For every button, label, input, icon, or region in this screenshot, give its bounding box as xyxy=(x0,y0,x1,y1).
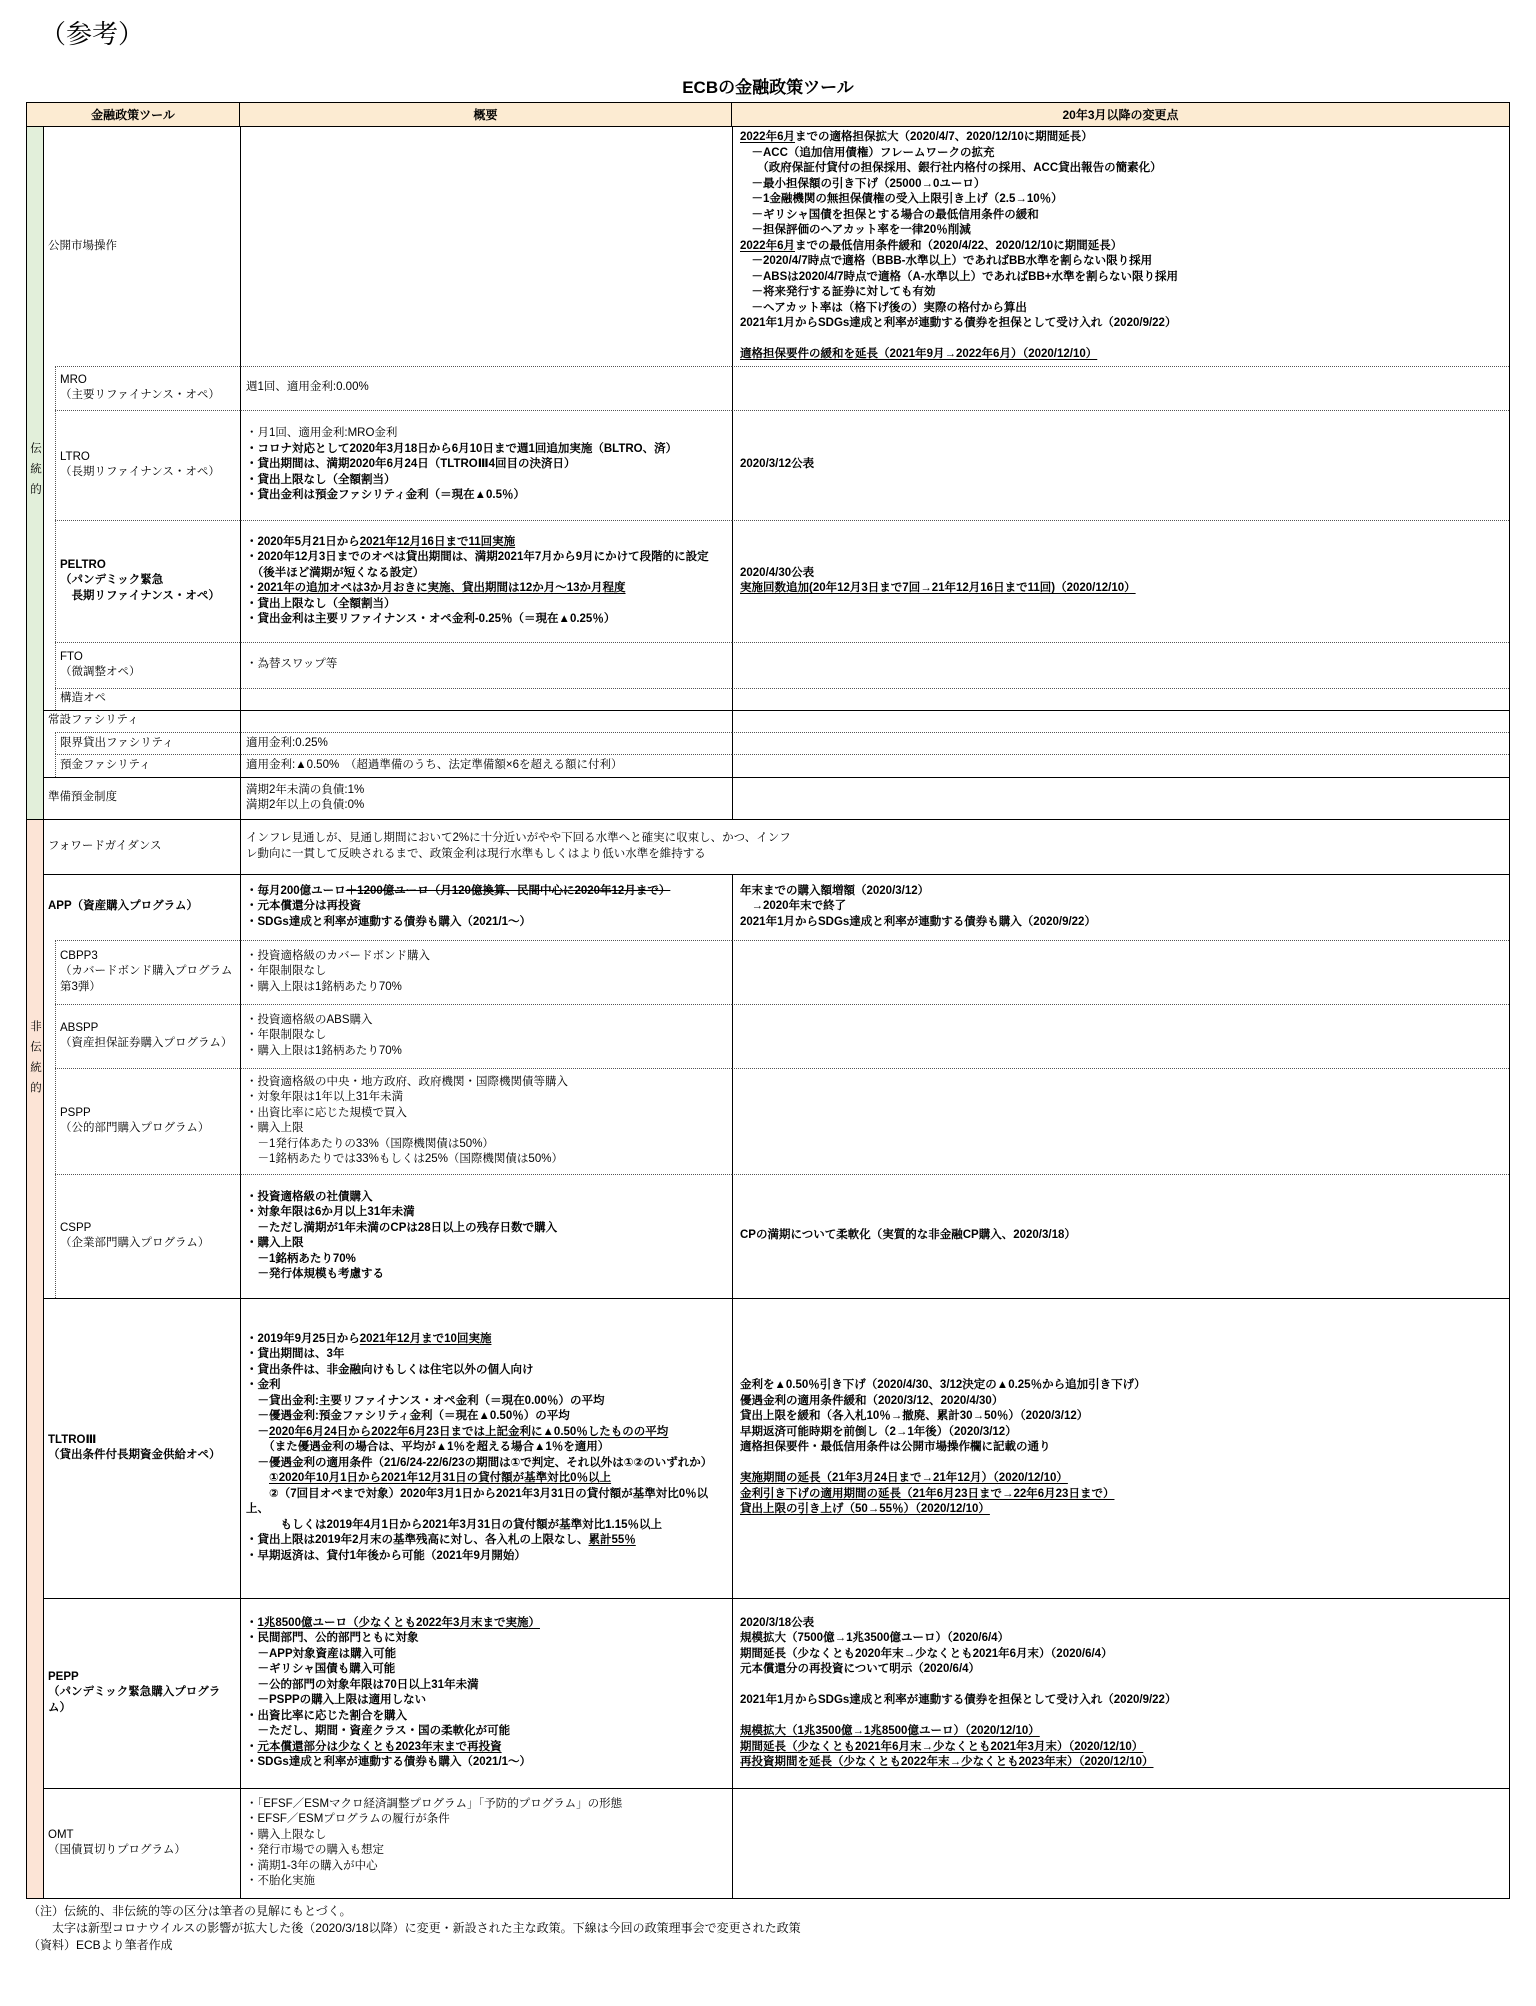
text-line: －APP対象資産は購入可能 xyxy=(246,1647,397,1660)
text-line: ・2020年12月3日までのオペは貸出期間は、満期2021年7月から9月にかけて段階的に設定 xyxy=(246,551,709,563)
text-line: ・投資適格級のカバードボンド購入 xyxy=(246,949,430,962)
cell-overview xyxy=(240,875,732,940)
text-line: ・貸出金利は主要リファイナンス・オペ金利-0.25％（＝現在▲0.25％） xyxy=(246,613,616,625)
section-rows-nontraditional xyxy=(44,820,1509,1898)
text-line: 準備預金制度 xyxy=(48,791,117,804)
cell-tool-name xyxy=(44,688,240,710)
text-line: ・出資比率に応じた割合を購入 xyxy=(246,1709,407,1722)
text-line: 週1回、適用金利:0.00% xyxy=(246,381,369,394)
text-line: －ACC（追加信用債権）フレームワークの拡充 xyxy=(740,146,995,159)
footnote-line: 太字は新型コロナウイルスの影響が拡大した後（2020/3/18以降）に変更・新設された主な政策。下線は今回の政策理事会で変更された政策 xyxy=(28,1920,801,1935)
text-line: ・貸出金利は預金ファシリティ金利（＝現在▲0.5％） xyxy=(246,489,525,502)
table-title: ECBの金融政策ツール xyxy=(682,78,854,97)
text-line: （主要リファイナンス・オペ） xyxy=(60,389,220,401)
text-line: （国債買切りプログラム） xyxy=(48,1844,186,1856)
cell-overview xyxy=(240,732,732,755)
text-line: レ動向に一貫して反映されるまで、政策金利は現行水準もしくはより低い水準を維持する xyxy=(246,847,706,860)
cell-tool-name xyxy=(44,642,240,688)
cell-tool-name xyxy=(44,366,240,410)
text-line: ・貸出期間は、満期2020年6月24日（TLTROⅢ4回目の決済日） xyxy=(246,458,576,471)
text-line: ・月1回、適用金利:MRO金利 xyxy=(246,427,398,440)
text-line: ・年限制限なし xyxy=(246,965,327,978)
text-line xyxy=(740,1709,1502,1725)
cell-tool-name xyxy=(44,820,240,874)
cell-overview xyxy=(240,754,732,777)
row-reserve-requirements xyxy=(44,777,1509,819)
cell-tool-name xyxy=(44,520,240,642)
text-line: 2020/3/12公表 xyxy=(740,458,815,471)
text-line: APP（資産購入プログラム） xyxy=(48,900,199,913)
text-line: ・貸出条件は、非金融向けもしくは住宅以外の個人向け xyxy=(246,1363,534,1376)
policy-table xyxy=(26,102,1510,1899)
text-line: ・SDGs達成と利率が連動する債券も購入（2021/1～） xyxy=(246,1756,531,1768)
text-line: ・「EFSF／ESMマクロ経済調整プログラム」「予防的プログラム」の形態 xyxy=(246,1797,623,1810)
text-line: －PSPPの購入上限は適用しない xyxy=(246,1694,427,1706)
text-line: ・2020年5月21日から2021年12月16日まで11回実施 xyxy=(246,535,516,548)
text-line: ・2019年9月25日から2021年12月まで10回実施 xyxy=(246,1332,492,1345)
cell-overview xyxy=(240,1174,732,1298)
text-line: －優遇金利の適用条件（21/6/24-22/6/23の期間は①で判定、それ以外は①②のいずれか） xyxy=(246,1456,713,1469)
text-line: →2020年末で終了 xyxy=(740,900,847,913)
row-pepp xyxy=(44,1598,1509,1788)
text-line: インフレ見通しが、見通し期間において2%に十分近いがやや下回る水準へと確実に収束し、かつ、インフ xyxy=(246,832,791,844)
text-line: ②（7回目オペまで対象）2020年3月1日から2021年3月31日の貸付額が基準対比0％以上、 xyxy=(246,1487,709,1516)
cell-overview xyxy=(240,1068,732,1174)
text-line: －担保評価のヘアカット率を一律20％削減 xyxy=(740,224,971,236)
cell-overview xyxy=(240,820,1509,874)
cell-tool-name xyxy=(44,1174,240,1298)
cell-changes xyxy=(732,875,1509,940)
text-line: ・貸出上限なし（全額割当） xyxy=(246,473,396,486)
text-line: 適用金利:▲0.50% （超過準備のうち、法定準備額×6を超える額に付利） xyxy=(246,759,623,771)
text-line: ・元本償還分は再投資 xyxy=(246,900,361,913)
text-line: LTRO xyxy=(60,450,90,463)
cell-overview xyxy=(240,778,732,819)
cell-overview xyxy=(240,410,732,520)
text-line: 2022年6月までの適格担保拡大（2020/4/7、2020/12/10に期間延長） xyxy=(740,131,1093,143)
text-line: ・貸出上限は2019年2月末の基準残高に対し、各入札の上限なし、累計55％ xyxy=(246,1534,636,1547)
text-line: ・購入上限 xyxy=(246,1237,304,1249)
cell-changes xyxy=(732,127,1509,366)
text-line: ・金利 xyxy=(246,1379,281,1392)
text-line: （政府保証付貸付の担保採用、銀行社内格付の採用、ACC貸出報告の簡素化） xyxy=(740,162,1162,174)
cell-tool-name xyxy=(44,1599,240,1788)
text-line: ・貸出期間は、3年 xyxy=(246,1348,345,1361)
text-line: ・不胎化実施 xyxy=(246,1875,315,1887)
row-marginal-lending-facility xyxy=(44,732,1509,755)
text-line: 長期リファイナンス・オペ） xyxy=(60,589,220,602)
cell-overview xyxy=(240,711,732,732)
text-line: MRO xyxy=(60,373,87,386)
text-line: ・対象年限は6か月以上31年未満 xyxy=(246,1206,415,1218)
text-line: 年末までの購入額増額（2020/3/12） xyxy=(740,884,930,897)
row-peltro xyxy=(44,520,1509,642)
text-line: ・1兆8500億ユーロ（少なくとも2022年3月末まで実施） xyxy=(246,1616,540,1629)
text-line: ・元本償還部分は少なくとも2023年末まで再投資 xyxy=(246,1740,502,1753)
row-fto xyxy=(44,642,1509,688)
cell-changes xyxy=(732,732,1509,755)
text-line: ・購入上限 xyxy=(246,1122,304,1134)
cell-changes xyxy=(732,1004,1509,1068)
cell-changes xyxy=(732,1599,1509,1788)
cell-changes xyxy=(732,688,1509,710)
cell-changes xyxy=(732,642,1509,688)
text-line: 適用金利:0.25% xyxy=(246,736,328,749)
row-pspp xyxy=(44,1068,1509,1174)
row-tltro3 xyxy=(44,1298,1509,1598)
text-line: －ABSは2020/4/7時点で適格（A-水準以上）であればBB+水準を割らない限り採用 xyxy=(740,270,1179,283)
text-line: ・毎月200億ユーロ＋1200億ユーロ（月120億換算、民間中心に2020年12月まで） xyxy=(246,884,671,897)
section-rows-traditional xyxy=(44,127,1509,819)
text-line: 再投資期間を延長（少なくとも2022年末→少なくとも2023年末）（2020/12/10） xyxy=(740,1756,1154,1768)
text-line: －1発行体あたりの33%（国際機関債は50%） xyxy=(246,1137,494,1150)
text-line: （微調整オペ） xyxy=(60,666,141,678)
text-line: （長期リファイナンス・オペ） xyxy=(60,466,220,478)
row-open-market-operations xyxy=(44,127,1509,366)
text-line: もしくは2019年4月1日から2021年3月31日の貸付額が基準対比1.15％以上 xyxy=(246,1518,663,1531)
row-forward-guidance xyxy=(44,820,1509,874)
text-line: ・購入上限は1銘柄あたり70% xyxy=(246,980,402,993)
cell-tool-name xyxy=(44,778,240,819)
cell-tool-name xyxy=(44,410,240,520)
section-nontraditional xyxy=(27,819,1509,1898)
row-deposit-facility xyxy=(44,754,1509,777)
cell-overview xyxy=(240,520,732,642)
corner-reference-label: （参考） xyxy=(40,20,145,50)
text-line: 2020/4/30公表 xyxy=(740,566,815,579)
text-line: 2021年1月からSDGs達成と利率が連動する債券も購入（2020/9/22） xyxy=(740,915,1096,928)
footnote-line: （注）伝統的、非伝統的等の区分は筆者の見解にもとづく。 xyxy=(28,1903,352,1918)
text-line: フォワードガイダンス xyxy=(48,839,162,852)
text-line: 貸出上限の引き上げ（50→55％）（2020/12/10） xyxy=(740,1503,990,1516)
header-cell-overview: 概要 xyxy=(240,103,732,126)
text-line: －貸出金利:主要リファイナンス・オペ金利（＝現在0.00％）の平均 xyxy=(246,1394,605,1407)
cell-overview xyxy=(240,688,732,710)
text-line: （また優遇金利の場合は、平均が▲1％を超える場合▲1％を適用） xyxy=(246,1441,610,1454)
text-line xyxy=(740,1456,1502,1472)
cell-changes xyxy=(732,410,1509,520)
text-line: ・満期1-3年の購入が中心 xyxy=(246,1859,378,1872)
header-cell-changes: 20年3月以降の変更点 xyxy=(1062,108,1179,122)
text-line: ・年限制限なし xyxy=(246,1029,327,1042)
text-line: 実施期間の延長（21年3月24日まで→21年12月）（2020/12/10） xyxy=(740,1472,1068,1485)
text-line: （パンデミック緊急購入プログラム） xyxy=(48,1686,221,1714)
text-line: ・民間部門、公的部門ともに対象 xyxy=(246,1632,419,1644)
text-line: ・貸出上限なし（全額割当） xyxy=(246,597,396,610)
text-line: 実施回数追加(20年12月3日まで7回→21年12月16日まで11回)（2020/12/10） xyxy=(740,582,1136,594)
cell-overview xyxy=(240,1599,732,1788)
text-line xyxy=(740,1678,1502,1694)
text-line: PELTRO xyxy=(60,558,106,571)
section-label-traditional: 伝統的 xyxy=(29,442,41,504)
text-line: OMT xyxy=(48,1828,74,1841)
cell-changes xyxy=(732,1789,1509,1898)
text-line: （パンデミック緊急 xyxy=(60,574,164,587)
text-line: 期間延長（少なくとも2020年末→少なくとも2021年6月末）（2020/6/4） xyxy=(740,1647,1113,1660)
text-line: PEPP xyxy=(48,1670,79,1683)
cell-tool-name xyxy=(44,732,240,755)
text-line: （公的部門購入プログラム） xyxy=(60,1122,210,1134)
cell-tool-name xyxy=(44,1068,240,1174)
cell-tool-name xyxy=(44,754,240,777)
cell-tool-name xyxy=(44,1004,240,1068)
text-line: TLTROⅢ xyxy=(48,1433,97,1446)
text-line: CPの満期について柔軟化（実質的な非金融CP購入、2020/3/18） xyxy=(740,1229,1076,1242)
text-line: ・2021年の追加オペは3か月おきに実施、貸出期間は12か月～13か月程度 xyxy=(246,582,626,594)
text-line: ①2020年10月1日から2021年12月31日の貸付額が基準対比0％以上 xyxy=(269,1472,612,1485)
text-line: ・EFSF／ESMプログラムの履行が条件 xyxy=(246,1813,450,1825)
cell-changes xyxy=(732,754,1509,777)
row-standing-facilities xyxy=(44,710,1509,732)
text-line: 2020/3/18公表 xyxy=(740,1616,815,1629)
text-line: －ギリシャ国債も購入可能 xyxy=(246,1663,396,1675)
row-structural-ope xyxy=(44,688,1509,710)
text-line: －最小担保額の引き下げ（25000→0ユーロ） xyxy=(740,177,986,190)
text-line: 規模拡大（1兆3500億→1兆8500億ユーロ）（2020/12/10） xyxy=(740,1725,1040,1737)
text-line: －将来発行する証券に対しても有効 xyxy=(740,286,936,298)
text-line: ・投資適格級の中央・地方政府、政府機関・国際機関債等購入 xyxy=(246,1075,568,1088)
text-line: （カバードボンド購入プログラム第3弾） xyxy=(60,965,233,993)
text-line: ・投資適格級の社債購入 xyxy=(246,1190,373,1203)
cell-overview xyxy=(240,642,732,688)
text-line: －1金融機関の無担保債権の受入上限引き上げ（2.5→10％） xyxy=(740,193,1063,205)
text-line: （後半ほど満期が短くなる設定） xyxy=(246,566,425,579)
cell-overview xyxy=(240,366,732,410)
text-line: －ヘアカット率は（格下げ後の）実際の格付から算出 xyxy=(740,301,1027,314)
text-line: 2022年6月までの最低信用条件緩和（2020/4/22、2020/12/10に期間延長） xyxy=(740,239,1123,252)
row-omt xyxy=(44,1788,1509,1898)
text-line: 適格担保要件・最低信用条件は公開市場操作欄に記載の通り xyxy=(740,1441,1051,1454)
row-cspp xyxy=(44,1174,1509,1298)
text-line: 満期2年以上の負債:0% xyxy=(246,799,365,811)
cell-changes xyxy=(732,1299,1509,1598)
text-line: 預金ファシリティ xyxy=(60,759,151,771)
text-line: －ギリシャ国債を担保とする場合の最低信用条件の緩和 xyxy=(740,208,1039,221)
text-line: 限界貸出ファシリティ xyxy=(60,736,174,749)
cell-overview xyxy=(240,940,732,1004)
text-line: 元本償還分の再投資について明示（2020/6/4） xyxy=(740,1663,981,1675)
text-line: 早期返済可能時期を前倒し（2→1年後）（2020/3/12） xyxy=(740,1425,1017,1438)
header-cell-tool: 金融政策ツール xyxy=(27,103,240,126)
text-line xyxy=(740,332,1502,348)
row-mro xyxy=(44,366,1509,410)
text-line: ・コロナ対応として2020年3月18日から6月10日まで週1回追加実施（BLTRO、済） xyxy=(246,442,678,455)
text-line: 2021年1月からSDGs達成と利率が連動する債券を担保として受け入れ（2020/9/22） xyxy=(740,317,1177,329)
cell-changes xyxy=(732,1174,1509,1298)
footnotes xyxy=(28,1903,1536,1954)
text-line: 金利引き下げの適用期間の延長（21年6月23日まで→22年6月23日まで） xyxy=(740,1487,1115,1500)
text-line: CSPP xyxy=(60,1221,92,1234)
text-line: 構造オペ xyxy=(60,692,106,705)
text-line: （貸出条件付長期資金供給オペ） xyxy=(48,1449,221,1461)
cell-tool-name xyxy=(44,127,240,366)
section-strip-nontraditional xyxy=(27,820,44,1898)
table-header-row xyxy=(27,103,1509,127)
text-line: 規模拡大（7500億→1兆3500億ユーロ）（2020/6/4） xyxy=(740,1632,1010,1644)
text-line: －1銘柄あたりでは33%もしくは25%（国際機関債は50%） xyxy=(246,1153,563,1165)
text-line: ・対象年限は1年以上31年未満 xyxy=(246,1091,404,1103)
text-line: ・購入上限なし xyxy=(246,1828,327,1841)
section-traditional xyxy=(27,127,1509,819)
cell-tool-name xyxy=(44,1789,240,1898)
text-line: 満期2年未満の負債:1% xyxy=(246,783,365,796)
cell-overview xyxy=(240,1299,732,1598)
text-line: 金利を▲0.50％引き下げ（2020/4/30、3/12決定の▲0.25％から追加引き下げ） xyxy=(740,1379,1146,1392)
text-line: －1銘柄あたり70% xyxy=(246,1252,356,1265)
cell-tool-name xyxy=(44,940,240,1004)
cell-changes xyxy=(732,1068,1509,1174)
text-line: ・発行市場での購入も想定 xyxy=(246,1844,384,1856)
text-line: ・為替スワップ等 xyxy=(246,658,338,671)
text-line: －公的部門の対象年限は70日以上31年未満 xyxy=(246,1678,479,1691)
text-line: －2020/4/7時点で適格（BBB-水準以上）であればBB水準を割らない限り採用 xyxy=(740,255,1153,267)
text-line: 適格担保要件の緩和を延長（2021年9月→2022年6月）（2020/12/10） xyxy=(740,348,1098,360)
text-line: －ただし、期間・資産クラス・国の柔軟化が可能 xyxy=(246,1725,511,1737)
cell-tool-name xyxy=(44,1299,240,1598)
text-line: －発行体規模も考慮する xyxy=(246,1268,384,1280)
text-line: （企業部門購入プログラム） xyxy=(60,1237,210,1249)
cell-changes xyxy=(732,940,1509,1004)
cell-overview xyxy=(240,1789,732,1898)
row-ltro xyxy=(44,410,1509,520)
cell-changes xyxy=(732,520,1509,642)
text-line: 貸出上限を緩和（各入札10％→撤廃、累計30→50％）（2020/3/12） xyxy=(740,1410,1089,1423)
cell-changes xyxy=(732,366,1509,410)
text-line: （資産担保証券購入プログラム） xyxy=(60,1037,233,1049)
text-line: －2020年6月24日から2022年6月23日までは上記金利に▲0.50％したものの平均 xyxy=(246,1425,669,1438)
row-abspp xyxy=(44,1004,1509,1068)
text-line: ABSPP xyxy=(60,1021,99,1034)
text-line: 優遇金利の適用条件緩和（2020/3/12、2020/4/30） xyxy=(740,1394,1004,1407)
text-line: ・SDGs達成と利率が連動する債券も購入（2021/1～） xyxy=(246,915,531,928)
text-line: 期間延長（少なくとも2021年6月末→少なくとも2021年3月末）（2020/12/10） xyxy=(740,1740,1144,1753)
footnote-line: （資料）ECBより筆者作成 xyxy=(28,1937,173,1952)
text-line: 公開市場操作 xyxy=(48,239,117,252)
cell-changes xyxy=(732,711,1509,732)
text-line: －ただし満期が1年未満のCPは28日以上の残存日数で購入 xyxy=(246,1221,558,1234)
text-line: CBPP3 xyxy=(60,949,98,962)
section-label-nontraditional: 非伝統的 xyxy=(29,1019,41,1102)
cell-overview xyxy=(240,127,732,366)
text-line: －優遇金利:預金ファシリティ金利（＝現在▲0.50％）の平均 xyxy=(246,1410,570,1423)
text-line: PSPP xyxy=(60,1106,91,1119)
text-line: ・購入上限は1銘柄あたり70% xyxy=(246,1044,402,1057)
row-app xyxy=(44,874,1509,940)
row-cbpp3 xyxy=(44,940,1509,1004)
cell-changes xyxy=(732,778,1509,819)
text-line: ・早期返済は、貸付1年後から可能（2021年9月開始） xyxy=(246,1549,526,1562)
cell-tool-name xyxy=(44,711,240,732)
section-strip-traditional xyxy=(27,127,44,819)
text-line: FTO xyxy=(60,650,83,663)
text-line: 常設ファシリティ xyxy=(48,714,139,727)
text-line: 2021年1月からSDGs達成と利率が連動する債券を担保として受け入れ（2020/9/22） xyxy=(740,1694,1177,1706)
text-line: ・投資適格級のABS購入 xyxy=(246,1013,373,1026)
cell-tool-name xyxy=(44,875,240,940)
text-line: ・出資比率に応じた規模で買入 xyxy=(246,1106,407,1119)
cell-overview xyxy=(240,1004,732,1068)
